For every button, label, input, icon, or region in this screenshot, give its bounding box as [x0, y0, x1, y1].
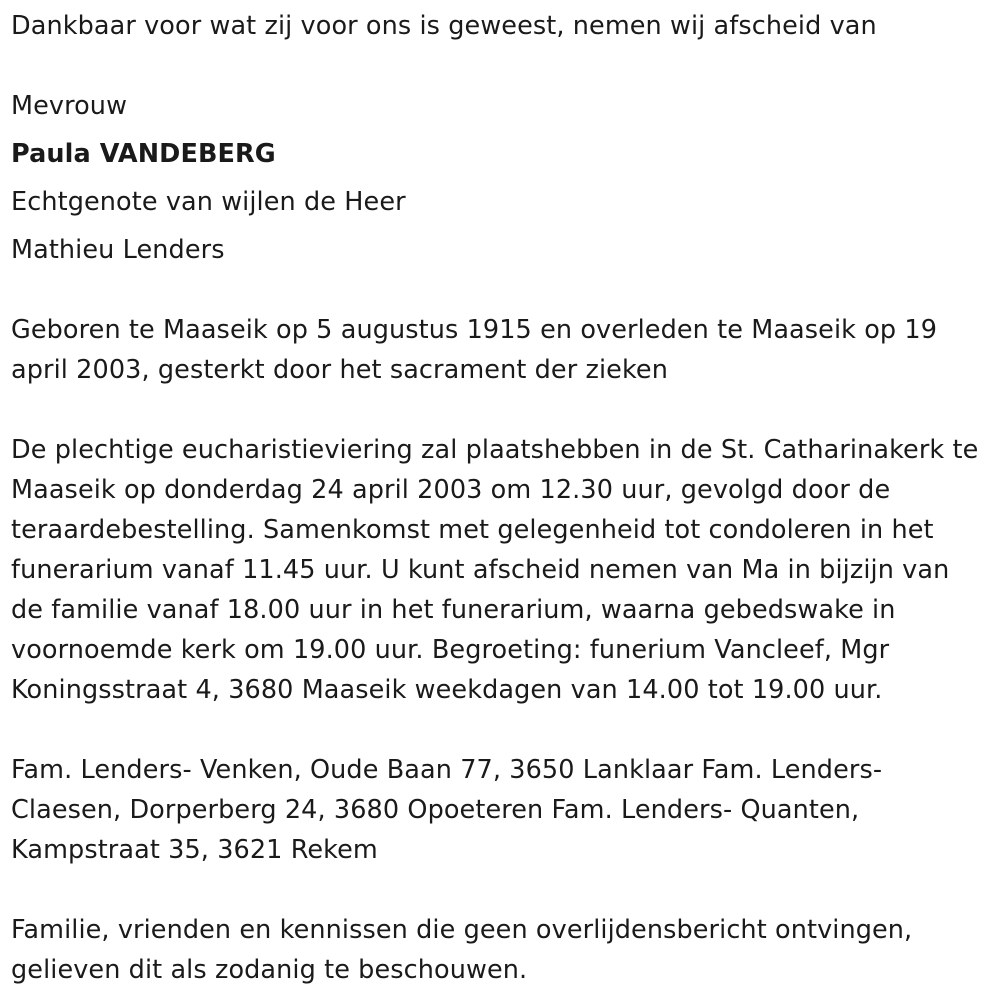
- title-prefix: Mevrouw: [11, 91, 128, 121]
- family-addresses-paragraph: Fam. Lenders- Venken, Oude Baan 77, 3650 Lanklaar Fam. Lenders-Claesen, Dorperberg 24, 3680 Opoeteren Fam. Lenders- Quanten, Kampstraat 35, 3621 Rekem: [11, 755, 883, 865]
- birth-death-paragraph: Geboren te Maaseik op 5 augustus 1915 en overleden te Maaseik op 19 april 2003, gesterkt door het sacrament der zieken: [11, 315, 938, 385]
- closing-paragraph: Familie, vrienden en kennissen die geen overlijdensbericht ontvingen, gelieven dit als zodanig te beschouwen.: [11, 915, 913, 985]
- ceremony-paragraph: De plechtige eucharistieviering zal plaatshebben in de St. Catharinakerk te Maaseik op donderdag 24 april 2003 om 12.30 uur, gevolgd door de teraardebestelling. Samenkomst met gelegenheid tot condoleren in het funerarium vanaf 11.45 uur. U kunt afscheid nemen van Ma in bijzijn van de familie vanaf 18.00 uur in het funerarium, waarna gebedswake in voornoemde kerk om 19.00 uur. Begroeting: funerium Vancleef, Mgr Koningsstraat 4, 3680 Maaseik weekdagen van 14.00 tot 19.00 uur.: [11, 435, 979, 705]
- spouse-line: Echtgenote van wijlen de Heer: [11, 187, 406, 217]
- deceased-name: Paula VANDEBERG: [11, 139, 276, 169]
- spouse-name: Mathieu Lenders: [11, 235, 225, 265]
- intro-text: Dankbaar voor wat zij voor ons is geweest, nemen wij afscheid van: [11, 11, 877, 41]
